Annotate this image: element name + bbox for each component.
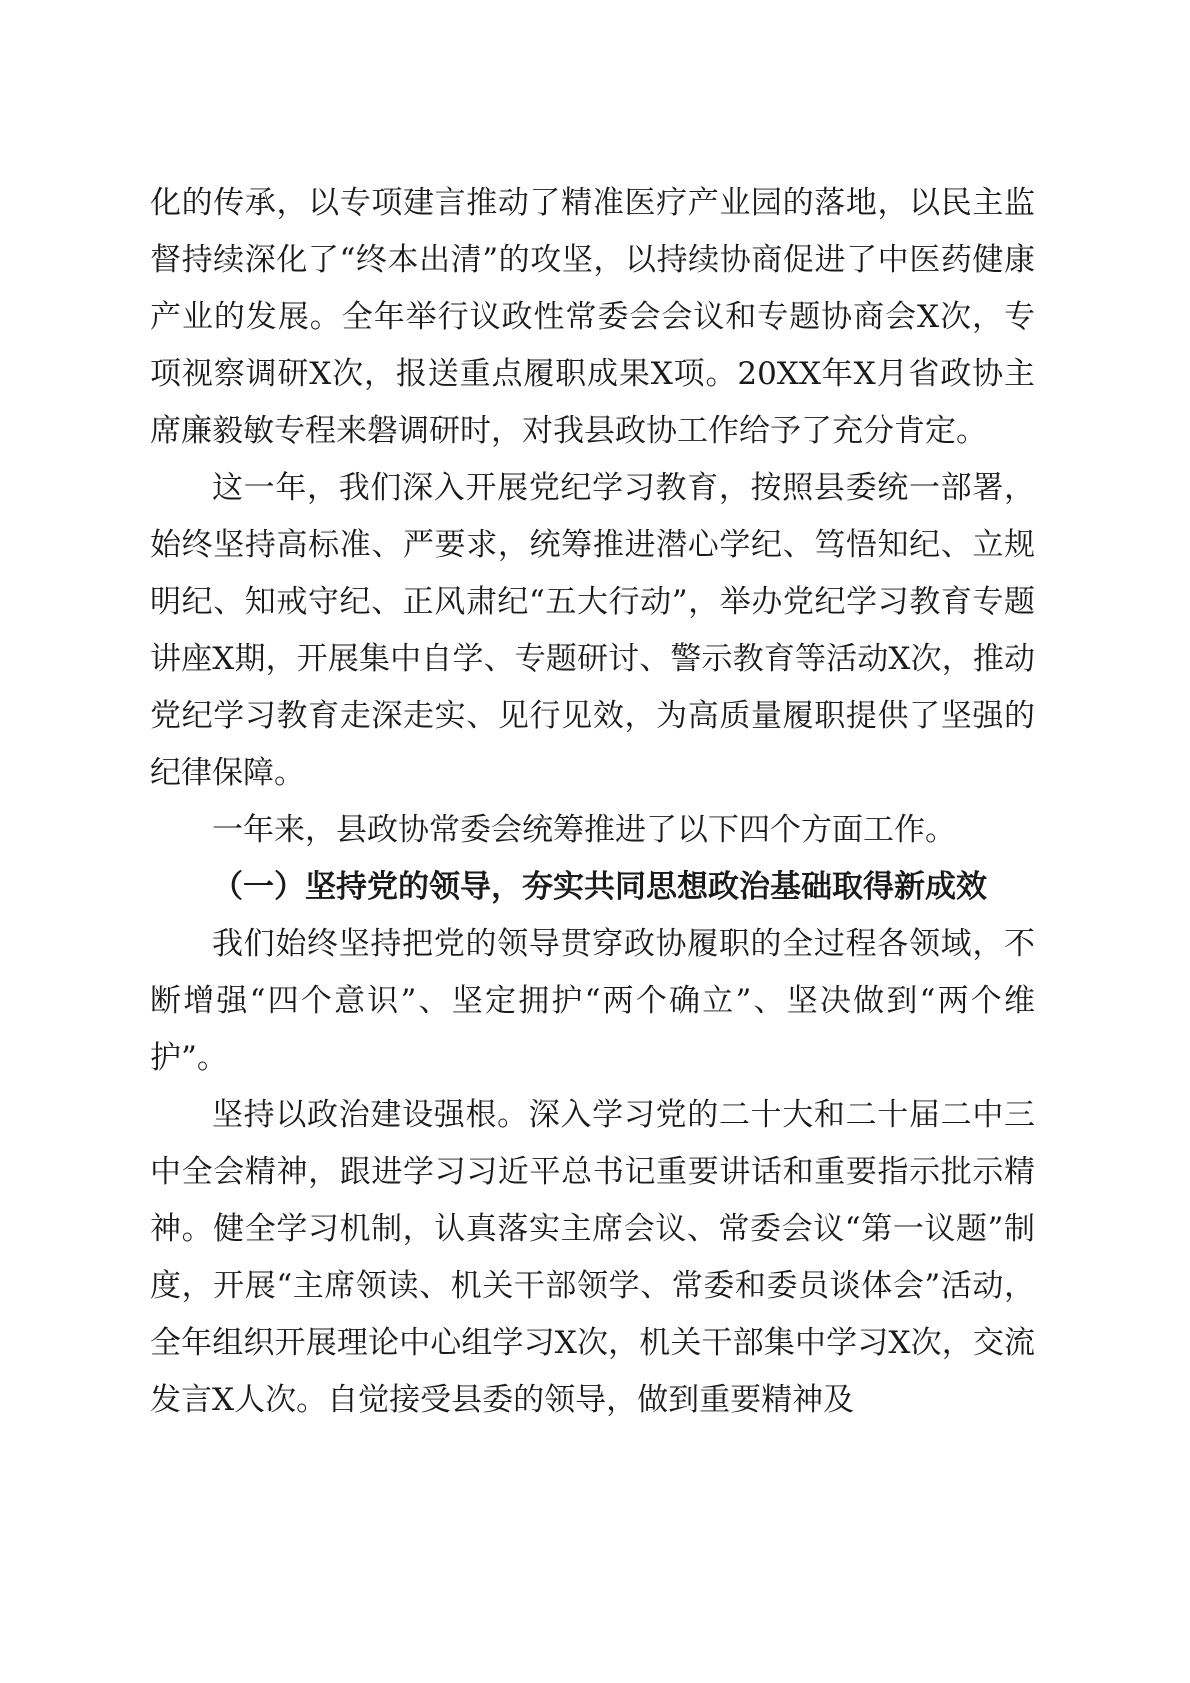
paragraph-political-building: 坚持以政治建设强根。深入学习党的二十大和二十届二中三中全会精神，跟进学习习近平总书记重要讲话和重要指示批示精神。健全学习机制，认真落实主席会议、常委会议“第一议题”制度，开展“主席领读、机关干部领学、常委和委员谈体会”活动，全年组织开展理论中心组学习X次，机关干部集中学习X次，交流发言X人次。自觉接受县委的领导，做到重要精神及 bbox=[150, 1097, 1035, 1418]
document-page bbox=[150, 175, 1035, 1429]
section-heading: （一）坚持党的领导，夯实共同思想政治基础取得新成效 bbox=[212, 869, 987, 905]
paragraph-summary: 一年来，县政协常委会统筹推进了以下四个方面工作。 bbox=[212, 812, 956, 848]
paragraph-party-discipline: 这一年，我们深入开展党纪学习教育，按照县委统一部署，始终坚持高标准、严要求，统筹推进潜心学纪、笃悟知纪、立规明纪、知戒守纪、正风肃纪“五大行动”，举办党纪学习教育专题讲座X期，开展集中自学、专题研讨、警示教育等活动X次，推动党纪学习教育走深走实、见行见效，为高质量履职提供了坚强的纪律保障。 bbox=[150, 470, 1035, 791]
paragraph-leadership: 我们始终坚持把党的领导贯穿政协履职的全过程各领域，不断增强“四个意识”、坚定拥护“两个确立”、坚决做到“两个维护”。 bbox=[150, 926, 1035, 1076]
paragraph-continuation: 化的传承，以专项建言推动了精准医疗产业园的落地，以民主监督持续深化了“终本出清”的攻坚，以持续协商促进了中医药健康产业的发展。全年举行议政性常委会会议和专题协商会X次，专项视察调研X次，报送重点履职成果X项。20XX年X月省政协主席廉毅敏专程来磐调研时，对我县政协工作给予了充分肯定。 bbox=[150, 185, 1035, 449]
